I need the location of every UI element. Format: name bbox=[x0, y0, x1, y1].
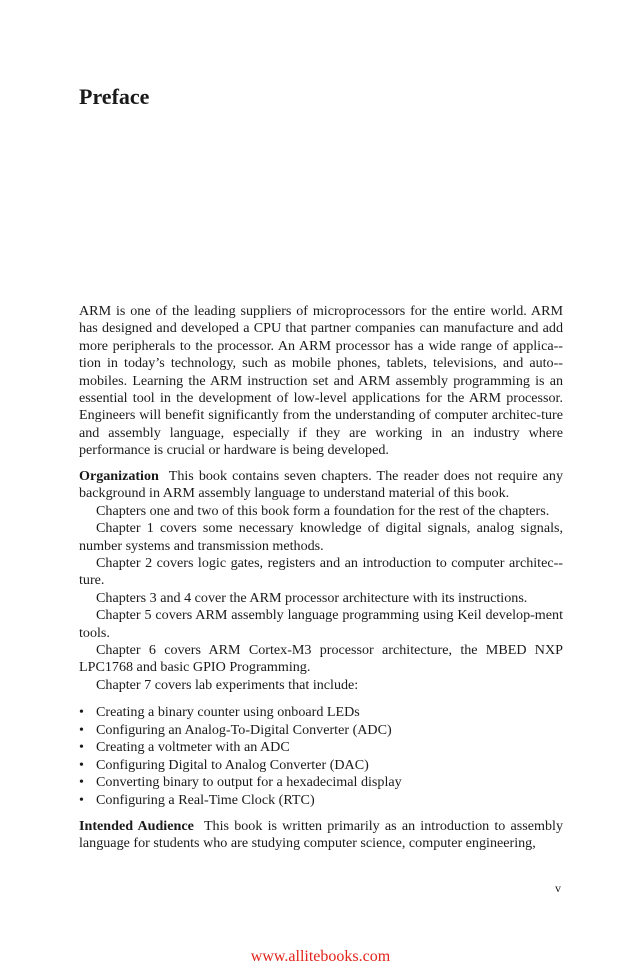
organization-paragraph bbox=[79, 468, 563, 503]
audience-paragraph bbox=[79, 818, 563, 853]
list-item bbox=[79, 704, 563, 722]
lab-experiments-list bbox=[79, 704, 563, 809]
list-item bbox=[79, 774, 563, 792]
organization-paragraph-4: Chapters 3 and 4 cover the ARM processor architecture with its instructions. bbox=[96, 589, 528, 606]
page-title: Preface bbox=[79, 84, 150, 109]
list-item bbox=[79, 739, 563, 757]
organization-paragraph-1: Chapters one and two of this book form a foundation for the rest of the chapters. bbox=[96, 502, 550, 519]
list-item bbox=[79, 757, 563, 775]
organization-paragraph-5: Chapter 5 covers ARM assembly language programming using Keil develop-ment tools. bbox=[79, 607, 563, 641]
list-item-text: Converting binary to output for a hexadecimal display bbox=[96, 774, 402, 790]
organization-paragraph-6: Chapter 6 covers ARM Cortex-M3 processor architecture, the MBED NXP LPC1768 and basic GPIO Programming. bbox=[79, 642, 563, 676]
organization-paragraph-2: Chapter 1 covers some necessary knowledge of digital signals, analog signals, number systems and transmission methods. bbox=[79, 520, 563, 554]
intro-paragraph bbox=[79, 303, 563, 460]
list-item-text: Configuring an Analog-To-Digital Converter (ADC) bbox=[96, 721, 392, 738]
bullet-icon: • bbox=[79, 756, 84, 773]
list-item-text: Configuring Digital to Analog Converter (DAC) bbox=[96, 756, 369, 773]
bullet-icon: • bbox=[79, 739, 84, 755]
organization-heading: Organization bbox=[79, 468, 159, 484]
audience-heading: Intended Audience bbox=[79, 818, 194, 834]
bullet-icon: • bbox=[79, 721, 84, 738]
page-number: v bbox=[555, 881, 561, 895]
list-item bbox=[79, 722, 563, 740]
bullet-icon: • bbox=[79, 704, 84, 720]
audience-text: This book is written primarily as an introduction to assembly language for students who are studying computer science, computer engineering, bbox=[79, 818, 563, 852]
organization-section bbox=[79, 468, 563, 694]
footer-website-link[interactable]: www.allitebooks.com bbox=[250, 948, 391, 965]
list-item-text: Creating a binary counter using onboard LEDs bbox=[96, 704, 360, 720]
audience-section bbox=[79, 818, 563, 853]
bullet-icon: • bbox=[79, 791, 84, 808]
list-item-text: Creating a voltmeter with an ADC bbox=[96, 739, 290, 755]
organization-paragraph-7: Chapter 7 covers lab experiments that include: bbox=[96, 676, 359, 693]
list-item-text: Configuring a Real-Time Clock (RTC) bbox=[96, 791, 315, 808]
bullet-icon: • bbox=[79, 774, 84, 790]
organization-text: This book contains seven chapters. The reader does not require any background in ARM assembly language to understand material of this book. bbox=[79, 468, 563, 502]
list-item bbox=[79, 792, 563, 810]
intro-text: ARM is one of the leading suppliers of microprocessors for the entire world. ARM has designed and developed a CPU that partner companies can manufacture and add more peripherals to the processor. An ARM processor has a wide range of applica-tion in today’s technology, such as mobile phones, tablets, televisions, and auto-mobiles. Learning the ARM instruction set and ARM assembly programming is an essential tool in the development of low-level applications for the ARM processor. Engineers will benefit significantly from the understanding of computer architec-ture and assembly language, especially if they are working in an industry where performance is crucial or hardware is being developed. bbox=[79, 303, 563, 459]
organization-paragraph-3: Chapter 2 covers logic gates, registers and an introduction to computer architec-ture. bbox=[79, 555, 563, 589]
